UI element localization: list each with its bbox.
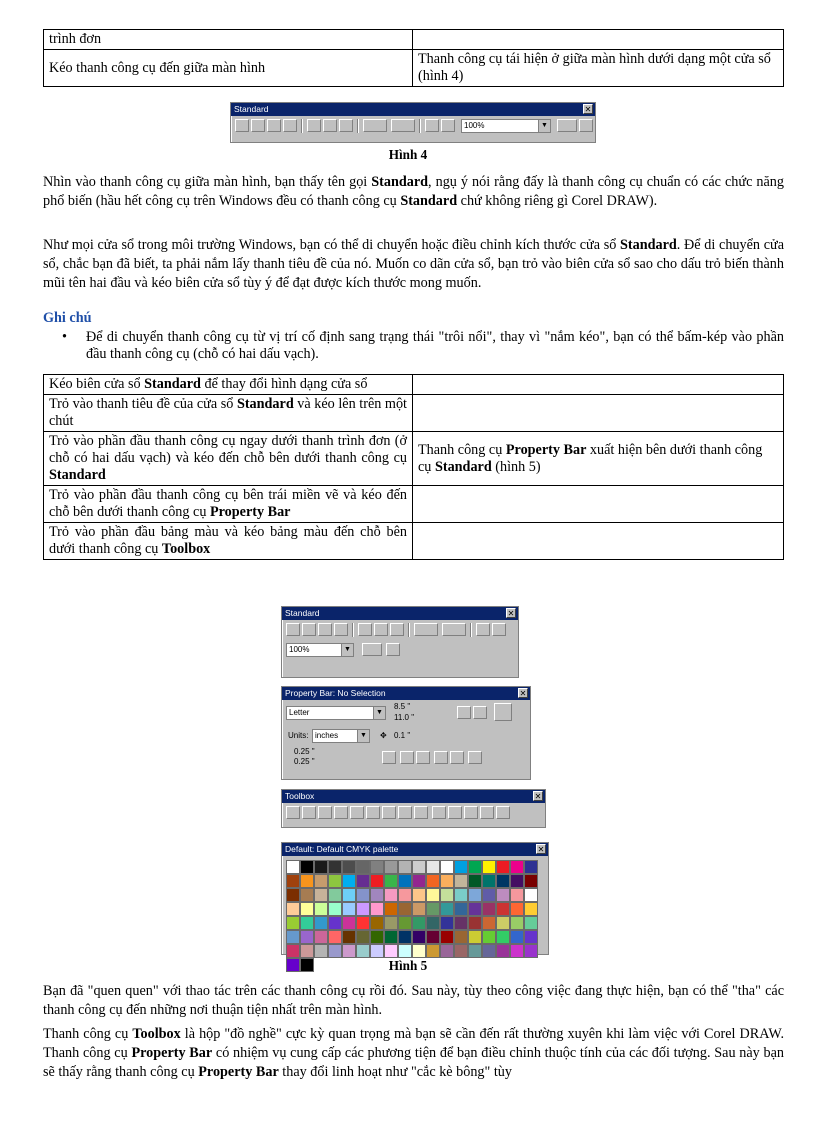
window-titlebar bbox=[282, 607, 518, 620]
transform-icon bbox=[434, 751, 448, 764]
color-swatch bbox=[412, 902, 426, 916]
options-icon bbox=[386, 643, 400, 656]
color-swatch bbox=[328, 888, 342, 902]
align-icon bbox=[468, 751, 482, 764]
color-swatch bbox=[370, 930, 384, 944]
color-swatch bbox=[468, 916, 482, 930]
new-icon bbox=[235, 119, 249, 132]
bold-term: Property Bar bbox=[198, 1064, 279, 1080]
text-run: chứ không riêng gì Corel DRAW). bbox=[457, 193, 658, 209]
nudge-icon: ✥ bbox=[380, 731, 387, 740]
color-swatch bbox=[314, 944, 328, 958]
cut-icon bbox=[358, 623, 372, 636]
bullet-text: Để di chuyển thanh công cụ từ vị trí cố định sang trạng thái "trôi nổi", thay vì "nắm kéo", bạn có thể bấm-kép vào phần đầu thanh công cụ (chỗ có hai dấu vạch). bbox=[86, 329, 784, 362]
color-swatch bbox=[286, 860, 300, 874]
color-swatch bbox=[454, 930, 468, 944]
text-run: Trỏ vào phần đầu thanh công cụ bên trái miền vẽ và kéo đến chỗ bên dưới thanh công cụ bbox=[49, 487, 407, 520]
toolbar-separator bbox=[301, 119, 303, 133]
table-cell bbox=[44, 375, 413, 395]
color-swatch bbox=[426, 902, 440, 916]
undo-icon bbox=[363, 119, 387, 132]
property-bar-window bbox=[281, 686, 531, 780]
color-swatch bbox=[510, 888, 524, 902]
options-icon bbox=[579, 119, 593, 132]
color-swatch bbox=[426, 930, 440, 944]
text-run: Nhìn vào thanh công cụ giữa màn hình, bạn thấy tên gọi bbox=[43, 174, 372, 190]
color-swatch bbox=[328, 902, 342, 916]
color-swatch bbox=[496, 930, 510, 944]
table-cell: Thanh công cụ tái hiện ở giữa màn hình dưới dạng một cửa sổ (hình 4) bbox=[413, 50, 784, 87]
color-swatch bbox=[370, 874, 384, 888]
color-swatch bbox=[440, 874, 454, 888]
action-table-2 bbox=[43, 374, 784, 560]
color-swatch bbox=[412, 944, 426, 958]
zoom-tool-icon bbox=[318, 806, 332, 819]
color-swatch bbox=[370, 916, 384, 930]
figure-4-caption: Hình 4 bbox=[388, 147, 428, 162]
color-swatch bbox=[356, 888, 370, 902]
color-swatch bbox=[524, 902, 538, 916]
color-swatch bbox=[286, 874, 300, 888]
color-swatch bbox=[454, 944, 468, 958]
color-swatch bbox=[412, 888, 426, 902]
color-swatch bbox=[314, 874, 328, 888]
close-icon: ✕ bbox=[534, 792, 542, 801]
pick-tool-icon bbox=[286, 806, 300, 819]
units-value: inches bbox=[315, 731, 339, 740]
note-heading: Ghi chú bbox=[43, 310, 92, 326]
color-swatch bbox=[496, 916, 510, 930]
cut-icon bbox=[307, 119, 321, 132]
zoom-combo bbox=[461, 119, 551, 133]
paste-icon bbox=[390, 623, 404, 636]
fill-tool-icon bbox=[480, 806, 494, 819]
color-swatch bbox=[328, 860, 342, 874]
duplicate-y-value: 0.25 " bbox=[294, 757, 315, 766]
select-icon bbox=[450, 751, 464, 764]
paste-icon bbox=[339, 119, 353, 132]
color-swatch bbox=[454, 874, 468, 888]
text-run: (hình 5) bbox=[491, 458, 541, 475]
toolbox-window bbox=[281, 789, 546, 828]
color-swatch bbox=[468, 902, 482, 916]
close-icon: ✕ bbox=[537, 845, 545, 854]
color-swatch bbox=[398, 944, 412, 958]
color-swatch bbox=[398, 916, 412, 930]
color-swatch bbox=[300, 888, 314, 902]
color-swatch bbox=[384, 888, 398, 902]
open-icon bbox=[302, 623, 316, 636]
color-swatch bbox=[510, 930, 524, 944]
text-run: Như mọi cửa sổ trong môi trường Windows, bạn có thể di chuyển hoặc điều chỉnh kích thước cửa sổ bbox=[43, 237, 621, 253]
color-swatch bbox=[510, 916, 524, 930]
close-icon: ✕ bbox=[519, 689, 527, 698]
text-run: , ngụ ý nói rằng đấy là thanh công cụ chuẩn có các chức năng phổ biến (hầu hết công cụ trên Windows đều có thanh công cụ bbox=[43, 174, 784, 209]
toolbar-separator bbox=[419, 119, 421, 133]
color-palette-window bbox=[281, 842, 549, 955]
toolbar-separator bbox=[352, 623, 354, 637]
bold-term: Standard bbox=[49, 467, 106, 483]
color-swatch bbox=[328, 930, 342, 944]
color-swatch bbox=[440, 944, 454, 958]
table-row bbox=[44, 30, 784, 50]
save-icon bbox=[267, 119, 281, 132]
paragraph-move-resize bbox=[43, 236, 784, 293]
export-icon bbox=[441, 119, 455, 132]
color-swatch bbox=[342, 874, 356, 888]
color-swatch bbox=[468, 888, 482, 902]
color-swatch bbox=[286, 916, 300, 930]
color-swatch bbox=[440, 888, 454, 902]
import-icon bbox=[425, 119, 439, 132]
text-run: Trỏ vào phần đầu bảng màu và kéo bảng màu đến chỗ bên dưới thanh công cụ bbox=[49, 524, 407, 557]
color-swatch bbox=[342, 860, 356, 874]
color-swatch bbox=[300, 860, 314, 874]
toolbar-separator bbox=[470, 623, 472, 637]
color-swatch bbox=[482, 860, 496, 874]
color-swatch bbox=[482, 916, 496, 930]
standard-toolbar-row-2 bbox=[282, 640, 518, 660]
toolbar-separator bbox=[357, 119, 359, 133]
color-swatch bbox=[524, 860, 538, 874]
zoom-value: 100% bbox=[289, 645, 310, 654]
zoom-combo bbox=[286, 643, 354, 657]
paragraph-toolbar-summary: Bạn đã "quen quen" với thao tác trên các thanh công cụ rồi đó. Sau này, tùy theo công việc đang thực hiện, bạn có thể "tha" các thanh công cụ đến những nơi thuận tiện nhất trên màn hình. bbox=[43, 983, 784, 1018]
snap-icon bbox=[400, 751, 414, 764]
color-swatch bbox=[426, 888, 440, 902]
text-tool-icon bbox=[414, 806, 428, 819]
page-layout-icon bbox=[494, 703, 512, 721]
table-cell bbox=[413, 375, 784, 395]
color-swatch bbox=[524, 930, 538, 944]
bold-term: Toolbox bbox=[161, 541, 211, 557]
color-swatch bbox=[440, 902, 454, 916]
color-swatch bbox=[482, 874, 496, 888]
table-cell bbox=[413, 30, 784, 50]
property-row-3 bbox=[282, 746, 530, 770]
table-cell bbox=[44, 395, 413, 432]
bold-term: Property Bar bbox=[131, 1045, 213, 1061]
color-swatch bbox=[286, 888, 300, 902]
units-label: Units: bbox=[288, 731, 309, 740]
bold-term: Standard bbox=[434, 458, 492, 475]
color-swatch bbox=[370, 860, 384, 874]
color-swatch bbox=[440, 930, 454, 944]
landscape-icon bbox=[473, 706, 487, 719]
color-swatch bbox=[454, 860, 468, 874]
portrait-icon bbox=[457, 706, 471, 719]
color-swatch bbox=[482, 888, 496, 902]
color-swatch bbox=[300, 902, 314, 916]
color-swatch bbox=[510, 944, 524, 958]
color-swatch bbox=[328, 916, 342, 930]
color-swatch bbox=[524, 944, 538, 958]
table-row bbox=[44, 523, 784, 560]
figure-5-caption: Hình 5 bbox=[388, 958, 428, 973]
color-swatch bbox=[370, 902, 384, 916]
color-swatch bbox=[524, 916, 538, 930]
text-run: có nhiệm vụ cung cấp các phương tiện để bạn điều chỉnh thuộc tính của các đối tượng. Sau này bạn sẽ thấy rằng thanh công cụ bbox=[43, 1045, 785, 1080]
text-run: là hộp "đồ nghề" cực kỳ quan trọng mà bạn sẽ cần đến rất thường xuyên khi làm việc với Corel DRAW. Thanh công cụ bbox=[43, 1026, 784, 1061]
width-value: 8.5 " bbox=[394, 702, 411, 711]
color-swatch bbox=[314, 916, 328, 930]
color-swatch bbox=[412, 930, 426, 944]
bold-term: Toolbox bbox=[132, 1026, 181, 1042]
color-swatch bbox=[300, 916, 314, 930]
color-swatch bbox=[482, 902, 496, 916]
paper-size-value: Letter bbox=[289, 708, 310, 717]
window-title: Toolbox bbox=[285, 791, 315, 801]
color-swatch bbox=[496, 944, 510, 958]
polygon-tool-icon bbox=[382, 806, 396, 819]
color-swatch bbox=[510, 902, 524, 916]
color-swatch bbox=[356, 902, 370, 916]
color-swatch bbox=[426, 916, 440, 930]
text-run: Thanh công cụ bbox=[418, 441, 506, 458]
text-run: Kéo biên cửa sổ bbox=[49, 376, 145, 392]
color-swatch bbox=[398, 888, 412, 902]
color-swatch bbox=[412, 860, 426, 874]
color-swatch bbox=[328, 874, 342, 888]
color-swatch bbox=[412, 916, 426, 930]
color-swatch bbox=[468, 944, 482, 958]
toolbar-separator bbox=[408, 623, 410, 637]
color-swatch bbox=[384, 944, 398, 958]
color-swatch bbox=[286, 930, 300, 944]
redo-icon bbox=[442, 623, 466, 636]
color-swatch bbox=[300, 930, 314, 944]
export-icon bbox=[492, 623, 506, 636]
text-run: để thay đổi hình dạng cửa sổ bbox=[200, 376, 368, 392]
color-swatch bbox=[314, 902, 328, 916]
color-swatch bbox=[468, 874, 482, 888]
text-run: thay đổi linh hoạt như "cắc kè bông" tùy bbox=[278, 1064, 512, 1080]
table-cell: trình đơn bbox=[44, 30, 413, 50]
color-swatch bbox=[328, 944, 342, 958]
interactive-tool-icon bbox=[432, 806, 446, 819]
bold-term: Standard bbox=[620, 237, 677, 253]
color-swatch bbox=[342, 944, 356, 958]
table-cell bbox=[413, 486, 784, 523]
color-swatch bbox=[510, 860, 524, 874]
import-icon bbox=[476, 623, 490, 636]
color-swatch bbox=[398, 860, 412, 874]
color-swatch bbox=[342, 888, 356, 902]
palette-swatch-grid bbox=[286, 860, 538, 972]
text-run: và kéo lên trên một chút bbox=[49, 396, 407, 429]
shape-tool-icon bbox=[302, 806, 316, 819]
units-combo bbox=[312, 729, 370, 743]
color-swatch bbox=[454, 902, 468, 916]
print-icon bbox=[334, 623, 348, 636]
color-swatch bbox=[314, 930, 328, 944]
table-row bbox=[44, 432, 784, 486]
close-icon: ✕ bbox=[507, 609, 515, 618]
text-run: Trỏ vào phần đầu thanh công cụ ngay dưới thanh trình đơn (ở chỗ có hai dấu vạch) và kéo đến chỗ bên dưới thanh công cụ bbox=[49, 433, 407, 466]
text-run: Thanh công cụ bbox=[43, 1026, 133, 1042]
table-cell bbox=[44, 432, 413, 486]
note-bullet bbox=[62, 329, 784, 363]
new-icon bbox=[286, 623, 300, 636]
toolbox-row bbox=[282, 803, 545, 823]
bold-term: Standard bbox=[400, 193, 458, 209]
standard-toolbar-row bbox=[282, 620, 518, 640]
color-swatch bbox=[426, 944, 440, 958]
bold-term: Standard bbox=[144, 376, 201, 392]
table-cell bbox=[413, 523, 784, 560]
ellipse-tool-icon bbox=[366, 806, 380, 819]
color-swatch bbox=[356, 930, 370, 944]
window-titlebar bbox=[282, 790, 545, 803]
standard-toolbar-row bbox=[231, 116, 595, 136]
rectangle-tool-icon bbox=[350, 806, 364, 819]
print-icon bbox=[283, 119, 297, 132]
bold-term: Standard bbox=[371, 174, 429, 190]
bullet-icon: • bbox=[62, 329, 67, 345]
color-swatch bbox=[384, 916, 398, 930]
text-run: . Để di chuyển cửa sổ, chắc bạn đã biết, ta phải nắm lấy thanh tiêu đề của nó. Muốn co dãn cửa sổ, bạn trỏ vào biên cửa sổ sao cho dấu trỏ biến thành mũi tên hai đầu và kéo biên cửa sổ tùy ý để đạt được kích thước mong muốn. bbox=[43, 237, 784, 291]
color-swatch bbox=[454, 888, 468, 902]
window-title: Standard bbox=[285, 608, 320, 618]
color-swatch bbox=[524, 888, 538, 902]
text-run: Trỏ vào thanh tiêu đề của cửa sổ bbox=[49, 396, 237, 412]
table-cell: Kéo thanh công cụ đến giữa màn hình bbox=[44, 50, 413, 87]
color-swatch bbox=[356, 944, 370, 958]
color-swatch bbox=[356, 916, 370, 930]
text-run: xuất hiện bên dưới thanh công cụ bbox=[418, 441, 763, 475]
launcher-icon bbox=[362, 643, 382, 656]
action-table-1 bbox=[43, 29, 784, 87]
color-swatch bbox=[496, 902, 510, 916]
property-row-2 bbox=[282, 726, 530, 746]
color-swatch bbox=[286, 944, 300, 958]
table-cell bbox=[413, 395, 784, 432]
units-toggle-icon bbox=[382, 751, 396, 764]
save-icon bbox=[318, 623, 332, 636]
figure-5-standard-window bbox=[281, 606, 519, 678]
bold-term: Property Bar bbox=[209, 504, 291, 520]
color-swatch bbox=[356, 874, 370, 888]
table-row bbox=[44, 375, 784, 395]
duplicate-x-value: 0.25 " bbox=[294, 747, 315, 756]
open-icon bbox=[251, 119, 265, 132]
launcher-icon bbox=[557, 119, 577, 132]
window-title: Standard bbox=[234, 104, 269, 114]
color-swatch bbox=[426, 860, 440, 874]
table-cell bbox=[44, 486, 413, 523]
color-swatch bbox=[384, 874, 398, 888]
redo-icon bbox=[391, 119, 415, 132]
color-swatch bbox=[482, 944, 496, 958]
color-swatch bbox=[370, 944, 384, 958]
table-row bbox=[44, 50, 784, 87]
table-cell bbox=[413, 432, 784, 486]
undo-icon bbox=[414, 623, 438, 636]
color-swatch bbox=[384, 902, 398, 916]
color-swatch bbox=[496, 860, 510, 874]
color-swatch bbox=[342, 902, 356, 916]
color-swatch bbox=[496, 874, 510, 888]
freehand-tool-icon bbox=[334, 806, 348, 819]
color-swatch bbox=[384, 930, 398, 944]
color-swatch bbox=[398, 902, 412, 916]
color-swatch bbox=[314, 860, 328, 874]
chevron-down-icon: ▼ bbox=[538, 120, 550, 132]
color-swatch bbox=[510, 874, 524, 888]
zoom-value: 100% bbox=[464, 121, 485, 130]
color-swatch bbox=[398, 874, 412, 888]
chevron-down-icon: ▼ bbox=[341, 644, 353, 656]
color-swatch bbox=[384, 860, 398, 874]
outline-tool-icon bbox=[464, 806, 478, 819]
bold-term: Standard bbox=[236, 396, 294, 412]
eyedropper-tool-icon bbox=[448, 806, 462, 819]
paragraph-toolbox-property bbox=[43, 1025, 784, 1082]
window-title: Property Bar: No Selection bbox=[285, 688, 386, 698]
figure-4-standard-window bbox=[230, 102, 596, 143]
bold-term: Property Bar bbox=[505, 441, 587, 458]
close-icon: ✕ bbox=[584, 105, 592, 114]
color-swatch bbox=[426, 874, 440, 888]
window-title: Default: Default CMYK palette bbox=[285, 844, 399, 854]
nudge-value: 0.1 " bbox=[394, 731, 411, 740]
color-swatch bbox=[524, 874, 538, 888]
color-swatch bbox=[454, 916, 468, 930]
color-swatch bbox=[300, 874, 314, 888]
color-swatch bbox=[412, 874, 426, 888]
color-swatch bbox=[440, 860, 454, 874]
window-titlebar bbox=[282, 687, 530, 700]
color-swatch bbox=[356, 860, 370, 874]
property-row-1 bbox=[282, 700, 530, 726]
copy-icon bbox=[323, 119, 337, 132]
interactive-fill-tool-icon bbox=[496, 806, 510, 819]
grid-icon bbox=[416, 751, 430, 764]
color-swatch bbox=[300, 944, 314, 958]
height-value: 11.0 " bbox=[394, 713, 415, 722]
window-titlebar bbox=[282, 843, 548, 856]
chevron-down-icon: ▼ bbox=[357, 730, 369, 742]
color-swatch bbox=[468, 930, 482, 944]
color-swatch bbox=[496, 888, 510, 902]
color-swatch bbox=[342, 930, 356, 944]
table-row bbox=[44, 395, 784, 432]
table-cell bbox=[44, 523, 413, 560]
copy-icon bbox=[374, 623, 388, 636]
color-swatch bbox=[440, 916, 454, 930]
color-swatch bbox=[342, 916, 356, 930]
paragraph-standard-intro bbox=[43, 173, 784, 211]
chevron-down-icon: ▼ bbox=[373, 707, 385, 719]
color-swatch bbox=[468, 860, 482, 874]
table-row bbox=[44, 486, 784, 523]
color-swatch bbox=[398, 930, 412, 944]
color-swatch bbox=[370, 888, 384, 902]
spiral-tool-icon bbox=[398, 806, 412, 819]
window-titlebar bbox=[231, 103, 595, 116]
paper-size-combo bbox=[286, 706, 386, 720]
color-swatch bbox=[286, 902, 300, 916]
color-swatch bbox=[314, 888, 328, 902]
color-swatch bbox=[482, 930, 496, 944]
